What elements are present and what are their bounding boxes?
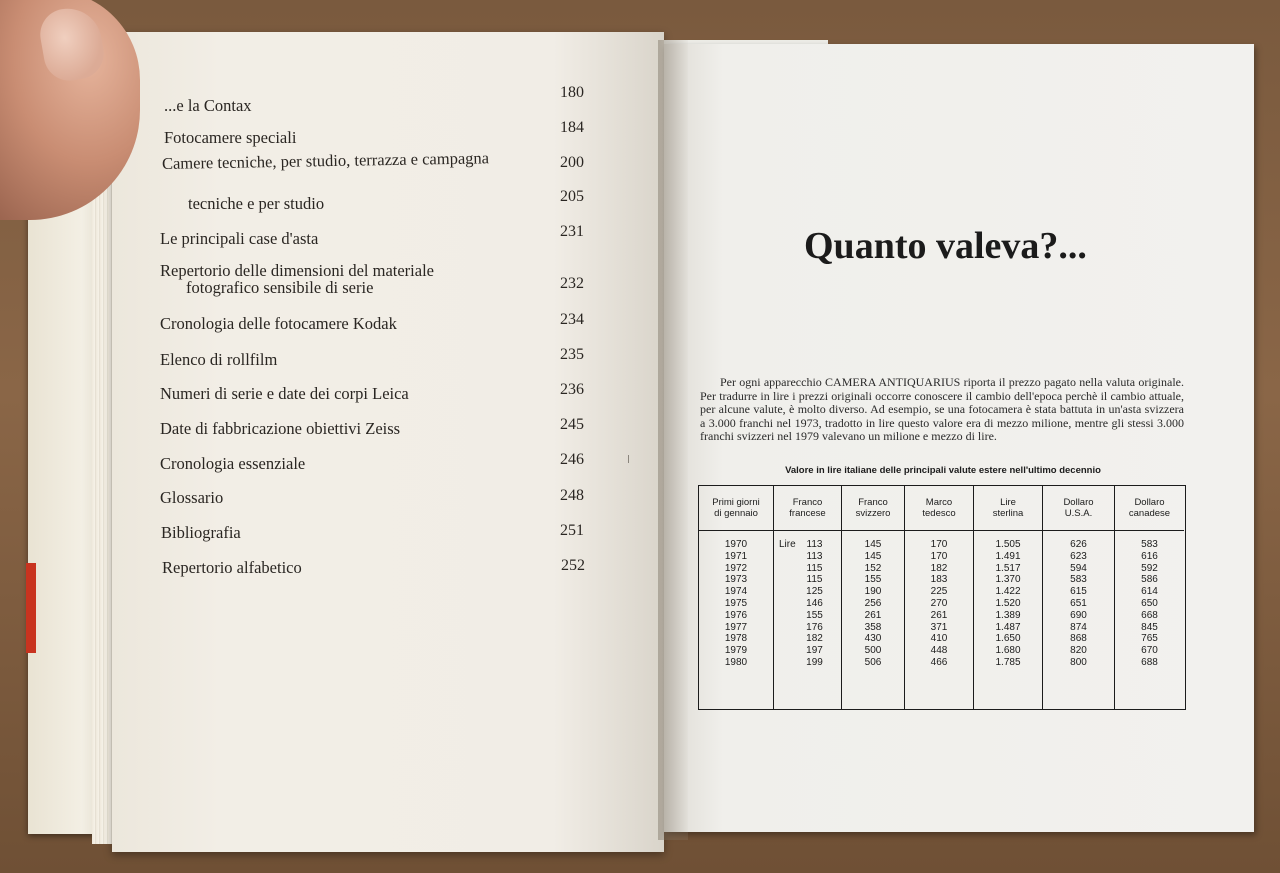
toc-page-number: 248 (560, 487, 584, 504)
toc-page-number: 200 (560, 154, 584, 171)
table-cell: 1.491 (995, 550, 1021, 562)
table-cell: 261 (930, 609, 948, 621)
column-header: Dollaro canadese (1115, 486, 1184, 531)
table-cell: 1.370 (995, 574, 1021, 586)
table-cell: 170 (930, 539, 948, 550)
table-cell: 155 (806, 609, 823, 621)
toc-page-number: 231 (560, 223, 584, 240)
table-cell: 583 (1070, 574, 1087, 586)
table-cell: 1971 (724, 550, 748, 562)
table-cell: 358 (864, 621, 882, 633)
toc-entry: Glossario (160, 488, 224, 507)
toc-entry: Cronologia delle fotocamere Kodak (160, 314, 397, 333)
table-cell: 146 (806, 597, 823, 609)
table-cell: 626 (1070, 539, 1087, 550)
table-column-lire-sterlina (974, 486, 1043, 709)
table-cell: 410 (930, 633, 948, 645)
table-cell: 466 (930, 656, 948, 668)
table-cell: 668 (1141, 609, 1158, 621)
table-cell: 182 (806, 633, 823, 645)
intro-paragraph: Per ogni apparecchio CAMERA ANTIQUARIUS riporta il prezzo pagato nella valuta originale. Per tradurre in lire i prezzi originali occorre conoscere il cambio dell'epoca perchè il cambio attuale, per alcune valute, è molto diverso. Ad esempio, se una fotocamera è stata battuta in un'asta svizzera a 3.000 franchi nel 1973, tradotto in lire questo valore era di mezzo milione, mentre gli stessi 3.000 franchi svizzeri nel 1979 valevano un milione e mezzo di lire. (700, 375, 1184, 444)
table-cell: 1975 (724, 597, 748, 609)
table-cell: 1974 (724, 586, 748, 598)
toc-page-number: 236 (560, 381, 584, 398)
table-cell: 820 (1070, 645, 1087, 657)
table-cell: 690 (1070, 609, 1087, 621)
table-cell: 868 (1070, 633, 1087, 645)
table-cell: 1.487 (995, 621, 1021, 633)
table-cell: 183 (930, 574, 948, 586)
toc-entry: ...e la Contax (164, 96, 252, 115)
table-cell: 1978 (724, 633, 748, 645)
table-cell: 113 (806, 550, 823, 562)
column-values (774, 531, 841, 669)
toc-entry: Repertorio delle dimensioni del materiale (160, 261, 434, 280)
table-cell: 197 (806, 645, 823, 657)
table-cell: 614 (1141, 586, 1158, 598)
table-cell: 190 (864, 586, 882, 598)
table-cell: 586 (1141, 574, 1158, 586)
table-cell: 845 (1141, 621, 1158, 633)
toc-page-number: 234 (560, 311, 584, 328)
table-cell: 1973 (724, 574, 748, 586)
table-cell: 152 (864, 562, 882, 574)
table-cell: 182 (930, 562, 948, 574)
toc-entry: Cronologia essenziale (160, 454, 306, 473)
page-mark (628, 455, 629, 463)
table-cell: 765 (1141, 633, 1158, 645)
table-column-franco-svizzero (842, 486, 905, 709)
toc-page-number: 184 (560, 119, 584, 136)
table-cell: 155 (864, 574, 882, 586)
table-cell: 594 (1070, 562, 1087, 574)
table-cell: 115 (806, 574, 823, 586)
table-cell: 616 (1141, 550, 1158, 562)
table-cell: 145 (864, 539, 882, 550)
thumbnail (36, 3, 108, 84)
toc-page-number: 235 (560, 346, 584, 363)
table-cell: 1.422 (995, 586, 1021, 598)
toc-entry: Elenco di rollfilm (160, 350, 278, 369)
table-cell: 270 (930, 597, 948, 609)
table-cell: 1979 (724, 645, 748, 657)
toc-page-number: 232 (560, 275, 584, 292)
table-cell: 615 (1070, 586, 1087, 598)
table-cell: 1970 (724, 539, 748, 550)
exchange-rates-table (698, 485, 1186, 710)
book-gutter (658, 40, 688, 840)
toc-entry: Bibliografia (161, 523, 241, 542)
table-cell: 1.650 (995, 633, 1021, 645)
toc-entry: Le principali case d'asta (160, 229, 319, 248)
column-header: Franco svizzero (842, 486, 904, 531)
table-cell: 261 (864, 609, 882, 621)
table-cell: 430 (864, 633, 882, 645)
toc-page-number: 251 (560, 522, 584, 539)
toc-entry-continuation: fotografico sensibile di serie (186, 278, 374, 297)
table-cell: 1980 (724, 656, 748, 668)
table-cell: 1.520 (995, 597, 1021, 609)
table-title: Valore in lire italiane delle principali valute estere nell'ultimo decennio (785, 465, 1101, 476)
column-header: Marco tedesco (905, 486, 973, 531)
table-cell: 145 (864, 550, 882, 562)
column-header: Lire sterlina (974, 486, 1042, 531)
table-cell: 199 (806, 656, 823, 668)
table-cell: 506 (864, 656, 882, 668)
toc-entry: Fotocamere speciali (164, 128, 297, 147)
column-values (699, 531, 773, 669)
page-headline: Quanto valeva?... (804, 225, 1087, 267)
table-cell: 176 (806, 621, 823, 633)
table-cell: 1.517 (995, 562, 1021, 574)
table-cell: 225 (930, 586, 948, 598)
table-cell: 1976 (724, 609, 748, 621)
table-cell: 1.785 (995, 656, 1021, 668)
currency-prefix: Lire (779, 539, 796, 550)
column-header: Franco francese (774, 486, 841, 531)
toc-entry: Date di fabbricazione obiettivi Zeiss (160, 419, 401, 438)
column-values (905, 531, 973, 669)
toc-page-number: 180 (560, 84, 584, 101)
table-cell: 592 (1141, 562, 1158, 574)
toc-entry: Camere tecniche, per studio, terrazza e campagna (161, 148, 490, 173)
table-cell: 651 (1070, 597, 1087, 609)
table-cell: 256 (864, 597, 882, 609)
table-cell: 670 (1141, 645, 1158, 657)
table-cell: 623 (1070, 550, 1087, 562)
table-cell: 500 (864, 645, 882, 657)
table-cell: 1.680 (995, 645, 1021, 657)
table-cell: 1.505 (995, 539, 1021, 550)
table-cell: 115 (806, 562, 823, 574)
column-values (1043, 531, 1114, 669)
column-values (974, 531, 1042, 669)
table-cell: 1972 (724, 562, 748, 574)
table-cell: 650 (1141, 597, 1158, 609)
table-column-dollaro-canadese (1115, 486, 1184, 709)
toc-page-number: 205 (560, 188, 584, 205)
red-bookmark-tab (26, 563, 36, 653)
table-cell: 125 (806, 586, 823, 598)
table-column-dollaro-usa (1043, 486, 1115, 709)
column-header: Dollaro U.S.A. (1043, 486, 1114, 531)
table-cell: 113 (806, 539, 823, 550)
table-cell: 448 (930, 645, 948, 657)
table-cell: 583 (1141, 539, 1158, 550)
toc-page-number: 245 (560, 416, 584, 433)
toc-entry: tecniche e per studio (188, 194, 325, 213)
table-cell: 1.389 (995, 609, 1021, 621)
column-values (1115, 531, 1184, 669)
table-column-franco-francese (774, 486, 842, 709)
table-cell: 371 (930, 621, 948, 633)
table-cell: 1977 (724, 621, 748, 633)
table-cell: 874 (1070, 621, 1087, 633)
table-cell: 170 (930, 550, 948, 562)
table-column-marco-tedesco (905, 486, 974, 709)
table-cell: 688 (1141, 656, 1158, 668)
table-cell: 800 (1070, 656, 1087, 668)
toc-entry: Repertorio alfabetico (162, 558, 302, 577)
table-column-year (699, 486, 774, 709)
toc-entry: Numeri di serie e date dei corpi Leica (160, 384, 409, 403)
column-header: Primi giorni di gennaio (699, 486, 773, 531)
toc-page-number: 246 (560, 451, 584, 468)
column-values (842, 531, 904, 669)
toc-page-number: 252 (561, 557, 585, 574)
